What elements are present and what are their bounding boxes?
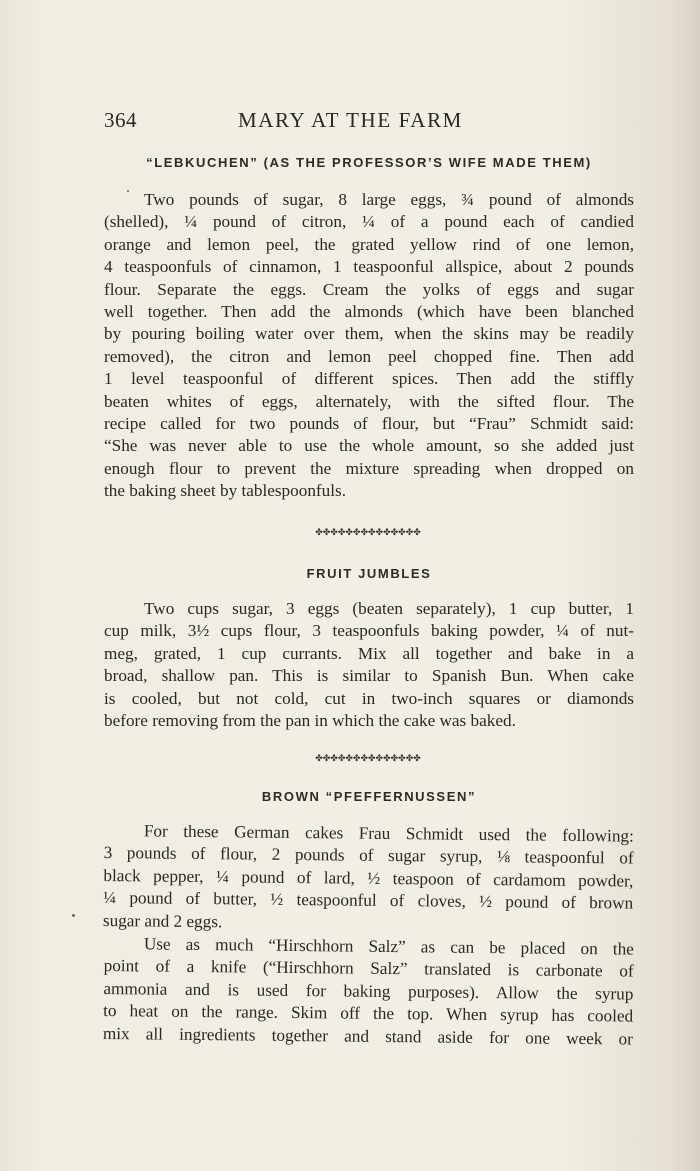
text-line: recipe called for two pounds of flour, but “Frau” Schmidt said: <box>104 414 634 434</box>
section-heading-fruit-jumbles: FRUIT JUMBLES <box>306 566 432 581</box>
page-number: 364 <box>104 108 137 132</box>
text-line: black pepper, ¼ pound of lard, ½ teaspoon of cardamom powder, <box>103 865 634 891</box>
text-line: Use as much “Hirschhorn Salz” as can be placed on the <box>143 934 634 959</box>
text-line: “She was never able to use the whole amount, so she added just <box>104 436 634 456</box>
text-line: cup milk, 3½ cups flour, 3 teaspoonfuls baking powder, ¼ of nut- <box>104 621 634 641</box>
ornament-divider: ✤✤✤✤✤✤✤✤✤✤✤✤✤✤ <box>315 528 421 538</box>
text-line: flour. Separate the eggs. Cream the yolks of eggs and sugar <box>104 279 634 299</box>
text-line: is cooled, but not cold, cut in two-inch squares or diamonds <box>104 688 634 708</box>
text-line: removed), the citron and lemon peel chopped fine. Then add <box>104 346 634 366</box>
ornament-divider: ✤✤✤✤✤✤✤✤✤✤✤✤✤✤ <box>315 754 421 764</box>
running-title: MARY AT THE FARM <box>238 108 463 132</box>
text-line: 4 teaspoonfuls of cinnamon, 1 teaspoonful allspice, about 2 pounds <box>104 257 634 277</box>
text-line: (shelled), ¼ pound of citron, ¼ of a pound each of candied <box>104 212 634 232</box>
text-line: sugar and 2 eggs. <box>102 910 223 931</box>
text-line: beaten whites of eggs, alternately, with the sifted flour. The <box>104 391 634 411</box>
section-heading-lebkuchen: “LEBKUCHEN” (AS THE PROFESSOR’S WIFE MADE THEM) <box>146 155 592 170</box>
text-line: 1 level teaspoonful of different spices. Then add the stiffly <box>104 369 634 389</box>
text-line: ammonia and is used for baking purposes). Allow the syrup <box>103 978 634 1004</box>
text-line: to heat on the range. Skim off the top. When syrup has cooled <box>103 1001 634 1026</box>
text-line: by pouring boiling water over them, when the skins may be readily <box>104 324 634 344</box>
recipe-paragraph-pfeffernussen-ingredients <box>103 820 634 938</box>
text-line: For these German cakes Frau Schmidt used the following: <box>143 821 634 846</box>
recipe-paragraph-pfeffernussen-method <box>103 933 634 1051</box>
text-line: 3 pounds of flour, 2 pounds of sugar syrup, ⅛ teaspoonful of <box>103 843 634 868</box>
section-heading-pfeffernussen: BROWN “PFEFFERNUSSEN” <box>261 789 477 804</box>
recipe-paragraph-lebkuchen <box>104 189 634 503</box>
text-line: point of a knife (“Hirschhorn Salz” translated is carbonate of <box>103 956 634 981</box>
text-line: Two pounds of sugar, 8 large eggs, ¾ pound of almonds <box>144 190 634 209</box>
text-line: mix all ingredients together and stand aside for one week or <box>102 1023 634 1049</box>
text-line: orange and lemon peel, the grated yellow rind of one lemon, <box>104 234 634 254</box>
print-speck <box>127 190 129 192</box>
text-line: meg, grated, 1 cup currants. Mix all together and bake in a <box>104 643 634 663</box>
text-line: before removing from the pan in which the cake was baked. <box>104 711 516 731</box>
text-line: well together. Then add the almonds (which have been blanched <box>104 302 634 322</box>
recipe-paragraph-fruit-jumbles <box>104 598 634 732</box>
text-line: enough flour to prevent the mixture spreading when dropped on <box>104 458 634 478</box>
text-line: Two cups sugar, 3 eggs (beaten separately), 1 cup butter, 1 <box>144 599 634 618</box>
text-line: broad, shallow pan. This is similar to Spanish Bun. When cake <box>104 666 634 686</box>
text-line: the baking sheet by tablespoonfuls. <box>104 481 347 501</box>
print-speck <box>72 914 75 917</box>
text-line: ¼ pound of butter, ½ teaspoonful of cloves, ½ pound of brown <box>103 888 634 913</box>
